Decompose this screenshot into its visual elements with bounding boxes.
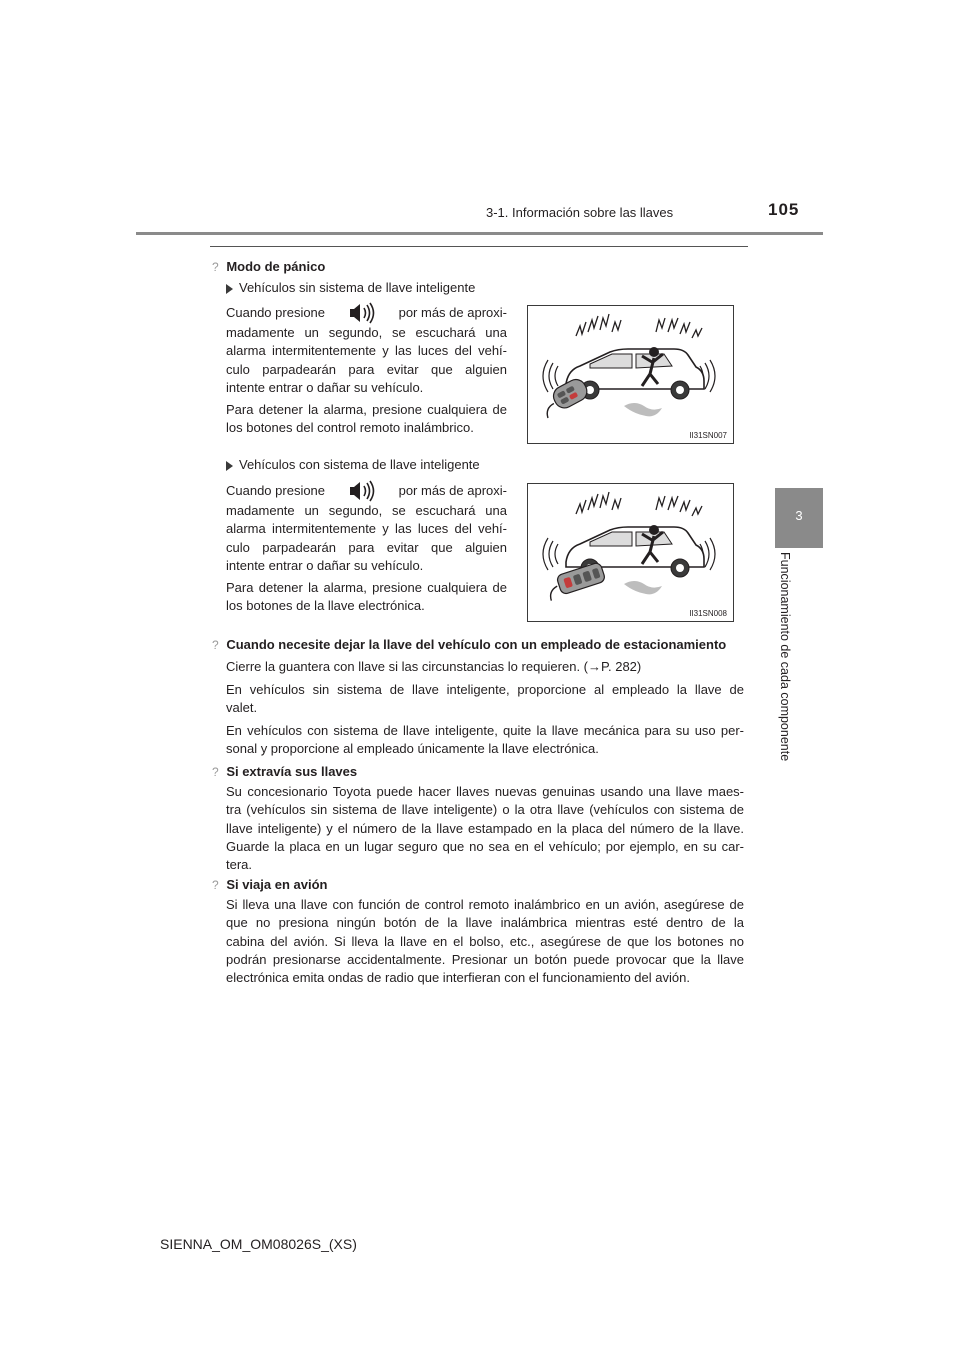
valet-p3-line-1: En vehículos con sistema de llave inteligente, quite la llave mecánica para su uso per- xyxy=(226,723,744,738)
chapter-side-label: Funcionamiento de cada componente xyxy=(778,552,792,762)
valet-p1: Cierre la guantera con llave si las circunstancias lo requieren. (→P. 282) xyxy=(226,659,642,674)
sub2-line-1: madamente un segundo, se escuchará una xyxy=(226,503,507,518)
plane-title: Si viaja en avión xyxy=(226,877,328,892)
plane-line-3: cabina del avión. Si lleva la llave en el bolso, etc., asegúrese de que los botones no xyxy=(226,933,744,949)
valet-heading xyxy=(212,636,752,654)
sub2-line-2: alarma intermitentemente y las luces del vehí- xyxy=(226,521,507,537)
triangle-bullet-icon xyxy=(226,284,233,294)
plane-line-5: electrónica emita ondas de radio que interfieran con el funcionamiento del avión. xyxy=(226,970,690,986)
illustration-code: II31SN008 xyxy=(689,609,727,618)
bullet-marker: ? xyxy=(212,260,219,274)
lost-line-1: Su concesionario Toyota puede hacer llaves nuevas genuinas usando una llave maes- xyxy=(226,784,744,799)
lost-line-3: llave inteligente) y el número de la llave estampado en la placa del número de la llave. xyxy=(226,820,744,836)
plane-line-2: que no presiona ningún botón de la llave inalámbrica mientras esté dentro de la xyxy=(226,915,744,931)
section-title: 3-1. Información sobre las llaves xyxy=(486,205,674,220)
sub1-line-3: culo parpadearán para evitar que alguien xyxy=(226,361,507,377)
valet-title: Cuando necesite dejar la llave del vehículo con un empleado de estacionamiento xyxy=(226,637,727,652)
lost-line-4: Guarde la placa en un lugar seguro que no sea en el vehículo; por ejemplo, en su car- xyxy=(226,838,744,854)
sub2-body xyxy=(226,480,507,616)
panic-button-icon xyxy=(344,480,380,502)
sub2-line-4: intente entrar o dañar su vehículo. xyxy=(226,557,424,573)
sub1-press-suffix: por más de aproxi- xyxy=(398,304,507,320)
sub2-line-3: culo parpadearán para evitar que alguien xyxy=(226,539,507,555)
lost-line-2: tra (vehículos sin sistema de llave inteligente) o la otra llave (vehículos con sistema de xyxy=(226,802,744,818)
panic-heading xyxy=(212,258,325,276)
sub2-heading-text: Vehículos con sistema de llave inteligente xyxy=(239,457,480,472)
lost-heading xyxy=(212,763,357,781)
sub2-heading xyxy=(226,456,480,474)
plane-heading xyxy=(212,876,327,894)
sub1-body xyxy=(226,302,507,438)
plane-body xyxy=(226,896,744,987)
lost-title: Si extravía sus llaves xyxy=(226,764,358,779)
plane-line-1: Si lleva una llave con función de control remoto inalámbrico en un avión, asegúrese de xyxy=(226,897,744,912)
valet-p3-line-2: sonal y proporcione al empleado únicamente la llave electrónica. xyxy=(226,741,599,757)
valet-p3 xyxy=(226,722,744,759)
sub1-stop-2: los botones del control remoto inalámbrico. xyxy=(226,420,474,436)
sub2-stop-1: Para detener la alarma, presione cualquiera de xyxy=(226,580,507,596)
illustration-code: II31SN007 xyxy=(689,431,727,440)
sub2-press-prefix: Cuando presione xyxy=(226,482,326,498)
sub1-heading xyxy=(226,279,475,297)
sub1-line-2: alarma intermitentemente y las luces del vehí- xyxy=(226,343,507,359)
bullet-marker: ? xyxy=(212,765,219,779)
lost-line-5: tera. xyxy=(226,857,253,873)
sub1-line-1: madamente un segundo, se escuchará una xyxy=(226,325,507,340)
panic-title: Modo de pánico xyxy=(226,259,326,274)
sub2-press-suffix: por más de aproxi- xyxy=(398,482,507,498)
content-rule xyxy=(210,246,748,247)
page-number: 105 xyxy=(768,200,800,219)
sub1-stop-1: Para detener la alarma, presione cualquiera de xyxy=(226,402,507,418)
triangle-bullet-icon xyxy=(226,461,233,471)
chapter-tab-number: 3 xyxy=(795,508,803,523)
sub1-line-4: intente entrar o dañar su vehículo. xyxy=(226,379,424,395)
illustration-panic-smart-key xyxy=(527,483,734,622)
sub1-press-line xyxy=(226,302,507,324)
car-alarm-illustration xyxy=(528,484,733,621)
plane-line-4: podrán presionarse accidentalmente. Presionar un botón puede provocar que la llave xyxy=(226,951,744,967)
valet-p2-line-1: En vehículos sin sistema de llave inteligente, proporcione al empleado la llave de xyxy=(226,682,744,697)
valet-p2-line-2: valet. xyxy=(226,700,258,716)
illustration-panic-remote xyxy=(527,305,734,444)
sub2-press-line xyxy=(226,480,507,502)
sub1-heading-text: Vehículos sin sistema de llave inteligente xyxy=(239,280,476,295)
bullet-marker: ? xyxy=(212,878,219,892)
bullet-marker: ? xyxy=(212,638,219,652)
lost-body xyxy=(226,783,744,874)
header-rule xyxy=(136,232,823,235)
sub1-press-prefix: Cuando presione xyxy=(226,304,326,320)
panic-button-icon xyxy=(344,302,380,324)
sub2-stop-2: los botones de la llave electrónica. xyxy=(226,598,425,614)
valet-p2 xyxy=(226,681,744,718)
document-id: SIENNA_OM_OM08026S_(XS) xyxy=(160,1236,357,1252)
car-alarm-illustration xyxy=(528,306,733,443)
